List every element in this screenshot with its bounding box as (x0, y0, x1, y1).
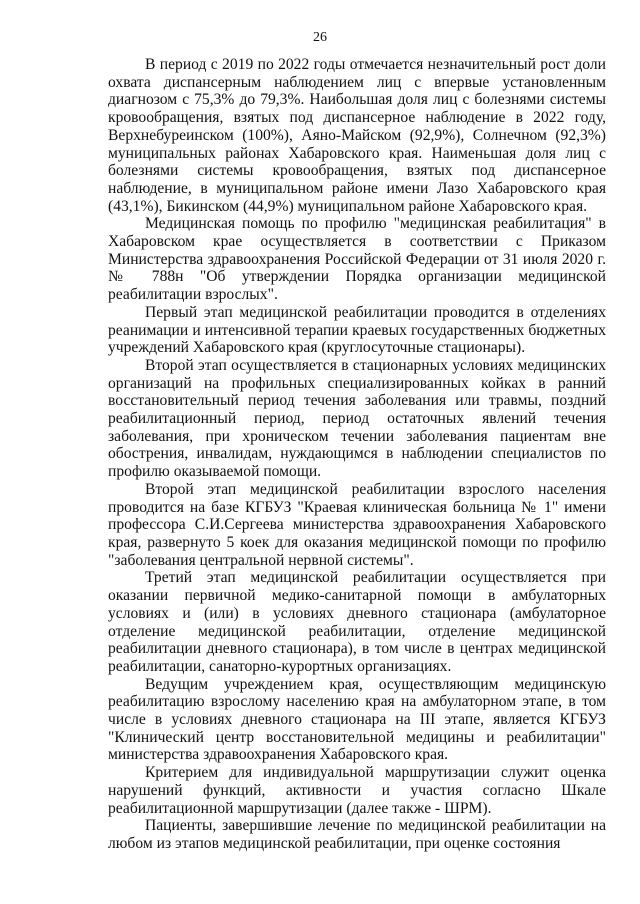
paragraph-leading-institution: Ведущим учреждением края, осуществляющим медицинскую реабилитацию взрослому населению края на амбулаторном этапе, в том числе в условиях дневного стационара на III этапе, является КГБУЗ "Клинический центр восстановительной медицины и реабилитации" министерства здравоохранения Хабаровского края. (108, 675, 606, 764)
paragraph-dispensary-coverage: В период с 2019 по 2022 годы отмечается незначительный рост доли охвата диспансерным наблюдением лиц с впервые установленным диагнозом с 75,3% до 79,3%. Наибольшая доля лиц с болезнями системы кровообращения, взятых под диспансерное наблюдение в 2022 году, Верхнебуреинском (100%), Аяно-Майском (92,9%), Солнечном (92,3%) муниципальных районах Хабаровского края. Наименьшая доля лиц с болезнями системы кровообращения, взятых под диспансерное наблюдение, в муниципальном районе имени Лазо Хабаровского края (43,1%), Бикинском (44,9%) муниципальном районе Хабаровского края. (108, 56, 606, 215)
paragraph-first-stage: Первый этап медицинской реабилитации проводится в отделениях реанимации и интенсивной терапии краевых государственных бюджетных учреждений Хабаровского края (круглосуточные стационары). (108, 303, 606, 357)
paragraph-second-stage: Второй этап осуществляется в стационарных условиях медицинских организаций на профильных специализированных койках в ранний восстановительный период течения заболевания или травмы, поздний реабилитационный период, период остаточных явлений течения заболевания, при хроническом течении заболевания пациентам вне обострения, инвалидам, нуждающимся в наблюдении специалистов по профилю оказываемой помощи. (108, 356, 606, 481)
document-body (108, 56, 606, 853)
page-number: 26 (313, 30, 327, 45)
paragraph-second-stage-base: Второй этап медицинской реабилитации взрослого населения проводится на базе КГБУЗ "Краевая клиническая больница № 1" имени профессора С.И.Сергеева министерства здравоохранения Хабаровского края, развернуто 5 коек для оказания медицинской помощи по профилю "заболевания центральной нервной системы". (108, 480, 606, 569)
paragraph-third-stage: Третий этап медицинской реабилитации осуществляется при оказании первичной медико-санитарной помощи в амбулаторных условиях и (или) в условиях дневного стационара (амбулаторное отделение медицинской реабилитации, отделение медицинской реабилитации дневного стационара), в том числе в центрах медицинской реабилитации, санаторно-курортных организациях. (108, 569, 606, 675)
paragraph-patients-completed: Пациенты, завершившие лечение по медицинской реабилитации на любом из этапов медицинской реабилитации, при оценке состояния (108, 817, 606, 852)
paragraph-rehabilitation-order: Медицинская помощь по профилю "медицинская реабилитация" в Хабаровском крае осуществляется в соответствии с Приказом Министерства здравоохранения Российской Федерации от 31 июля 2020 г. № 788н "Об утверждении Порядка организации медицинской реабилитации взрослых". (108, 215, 606, 304)
paragraph-routing-criterion: Критерием для индивидуальной маршрутизации служит оценка нарушений функций, активности и участия согласно Шкале реабилитационной маршрутизации (далее также - ШРМ). (108, 764, 606, 817)
